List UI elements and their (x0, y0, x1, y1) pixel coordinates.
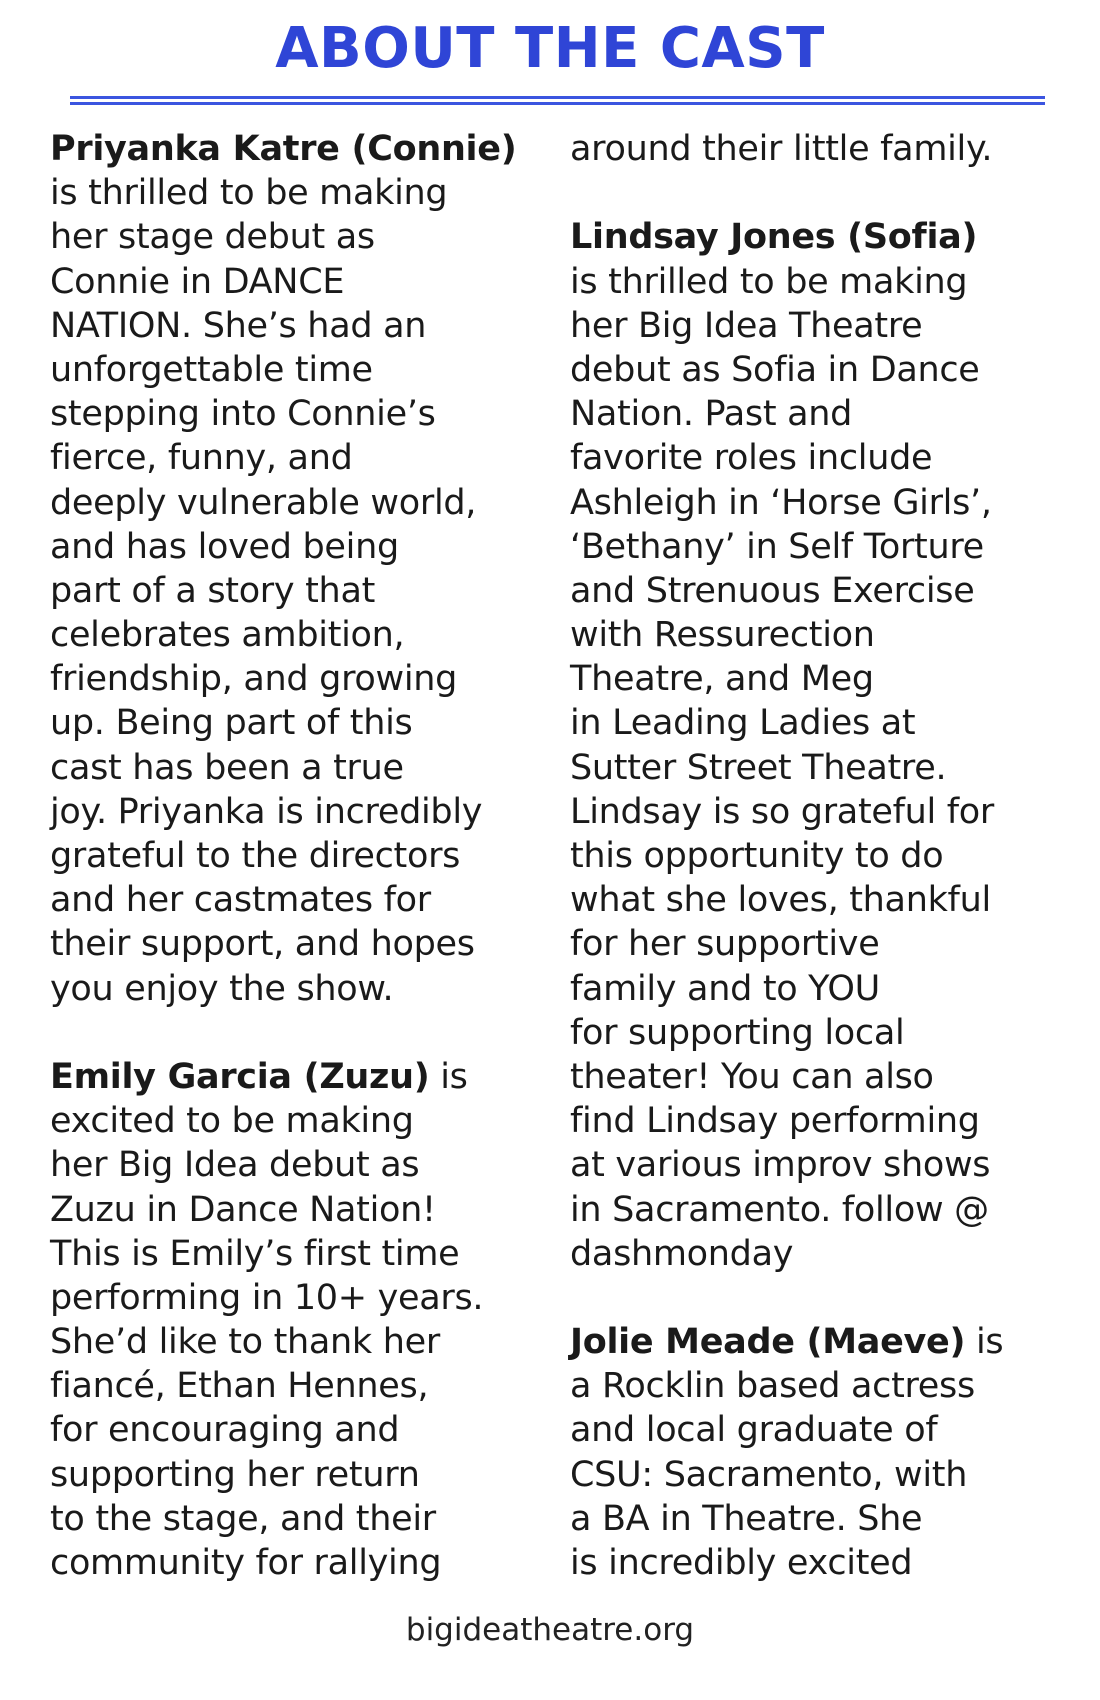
bio-line: Theatre, and Meg (570, 659, 874, 700)
bio-line: to the stage, and their (50, 1498, 436, 1539)
bio-line: you enjoy the show. (50, 968, 394, 1009)
bio-line: performing in 10+ years. (50, 1277, 484, 1318)
bio-heading-suffix: is (429, 1056, 468, 1097)
bio-line: Connie in DANCE (50, 261, 345, 302)
footer-website-url: bigideatheatre.org (405, 1612, 695, 1648)
bio-line: ‘Bethany’ in Self Torture (570, 526, 984, 567)
bio-line: in Sacramento. follow @ (570, 1189, 989, 1230)
bio-heading (570, 1320, 1090, 1364)
actor-name-emily: Emily Garcia (Zuzu) (50, 1056, 430, 1097)
bio-line: and has loved being (50, 526, 399, 567)
bio-line: part of a story that (50, 570, 376, 611)
bio-line: deeply vulnerable world, (50, 482, 477, 523)
bio-line: community for rallying (50, 1543, 442, 1583)
bio-line: CSU: Sacramento, with (570, 1454, 968, 1495)
bio-line: for supporting local (570, 1012, 905, 1053)
bio-line: NATION. She’s had an (50, 305, 427, 346)
bio-line: what she loves, thankful (570, 880, 991, 921)
bio-line: dashmonday (570, 1233, 794, 1274)
bio-line: fierce, funny, and (50, 438, 353, 479)
bio-heading (570, 215, 1090, 259)
bio-line: grateful to the directors (50, 836, 461, 876)
bio-line: their support, and hopes (50, 924, 475, 965)
bio-line: for encouraging and (50, 1410, 400, 1451)
bio-line: with Ressurection (570, 615, 875, 656)
bio-line: at various improv shows (570, 1145, 991, 1186)
bio-line: is thrilled to be making (50, 173, 448, 214)
bio-line: unforgettable time (50, 349, 373, 390)
bio-line: excited to be making (50, 1101, 414, 1142)
bio-line: joy. Priyanka is incredibly (50, 791, 483, 832)
bio-line: is thrilled to be making (570, 261, 968, 302)
paragraph-gap (570, 171, 1090, 215)
bio-line: her stage debut as (50, 217, 375, 258)
bio-continuation: around their little family. (570, 129, 993, 169)
bio-line: a BA in Theatre. She (570, 1498, 923, 1539)
bio-line: her Big Idea debut as (50, 1145, 420, 1186)
actor-name-jolie: Jolie Meade (Maeve) (570, 1322, 966, 1363)
bio-line: cast has been a true (50, 747, 404, 788)
actor-name-priyanka: Priyanka Katre (Connie) (50, 129, 517, 169)
title-divider-bottom (70, 102, 1045, 105)
bio-line: find Lindsay performing (570, 1101, 980, 1142)
bio-line: and her castmates for (50, 880, 431, 921)
bio-line: stepping into Connie’s (50, 394, 436, 435)
bio-line: friendship, and growing (50, 659, 458, 700)
bio-line: for her supportive (570, 924, 880, 965)
bio-heading-suffix: is (965, 1322, 1004, 1363)
actor-name-lindsay: Lindsay Jones (Sofia) (570, 217, 978, 258)
bio-line: theater! You can also (570, 1056, 934, 1097)
bio-line: and local graduate of (570, 1410, 938, 1451)
bio-line: Nation. Past and (570, 394, 853, 435)
bio-line: supporting her return (50, 1454, 420, 1495)
bio-line: celebrates ambition, (50, 615, 405, 656)
bio-line: debut as Sofia in Dance (570, 349, 980, 390)
bio-line: up. Being part of this (50, 703, 413, 744)
title-divider-top (70, 96, 1045, 99)
bio-line: and Strenuous Exercise (570, 570, 975, 611)
bio-line: this opportunity to do (570, 836, 944, 876)
bio-line: Sutter Street Theatre. (570, 747, 947, 788)
page-title: ABOUT THE CAST (275, 16, 825, 81)
bio-line: fiancé, Ethan Hennes, (50, 1366, 429, 1407)
bio-line: Zuzu in Dance Nation! (50, 1189, 436, 1230)
paragraph-gap (50, 1011, 570, 1055)
bio-line: She’d like to thank her (50, 1322, 440, 1363)
left-column (50, 127, 570, 1585)
paragraph-gap (570, 1276, 1090, 1320)
bio-line: in Leading Ladies at (570, 703, 916, 744)
bio-heading (50, 1055, 570, 1099)
bio-line: is incredibly excited (570, 1543, 913, 1583)
bio-line: favorite roles include (570, 438, 933, 479)
right-column (570, 127, 1090, 1585)
bio-heading (50, 127, 570, 171)
bio-line: Lindsay is so grateful for (570, 791, 994, 832)
bio-line: This is Emily’s first time (50, 1233, 460, 1274)
bio-line: a Rocklin based actress (570, 1366, 975, 1407)
bio-line: Ashleigh in ‘Horse Girls’, (570, 482, 992, 523)
bio-line: family and to YOU (570, 968, 880, 1009)
bio-line: her Big Idea Theatre (570, 305, 923, 346)
